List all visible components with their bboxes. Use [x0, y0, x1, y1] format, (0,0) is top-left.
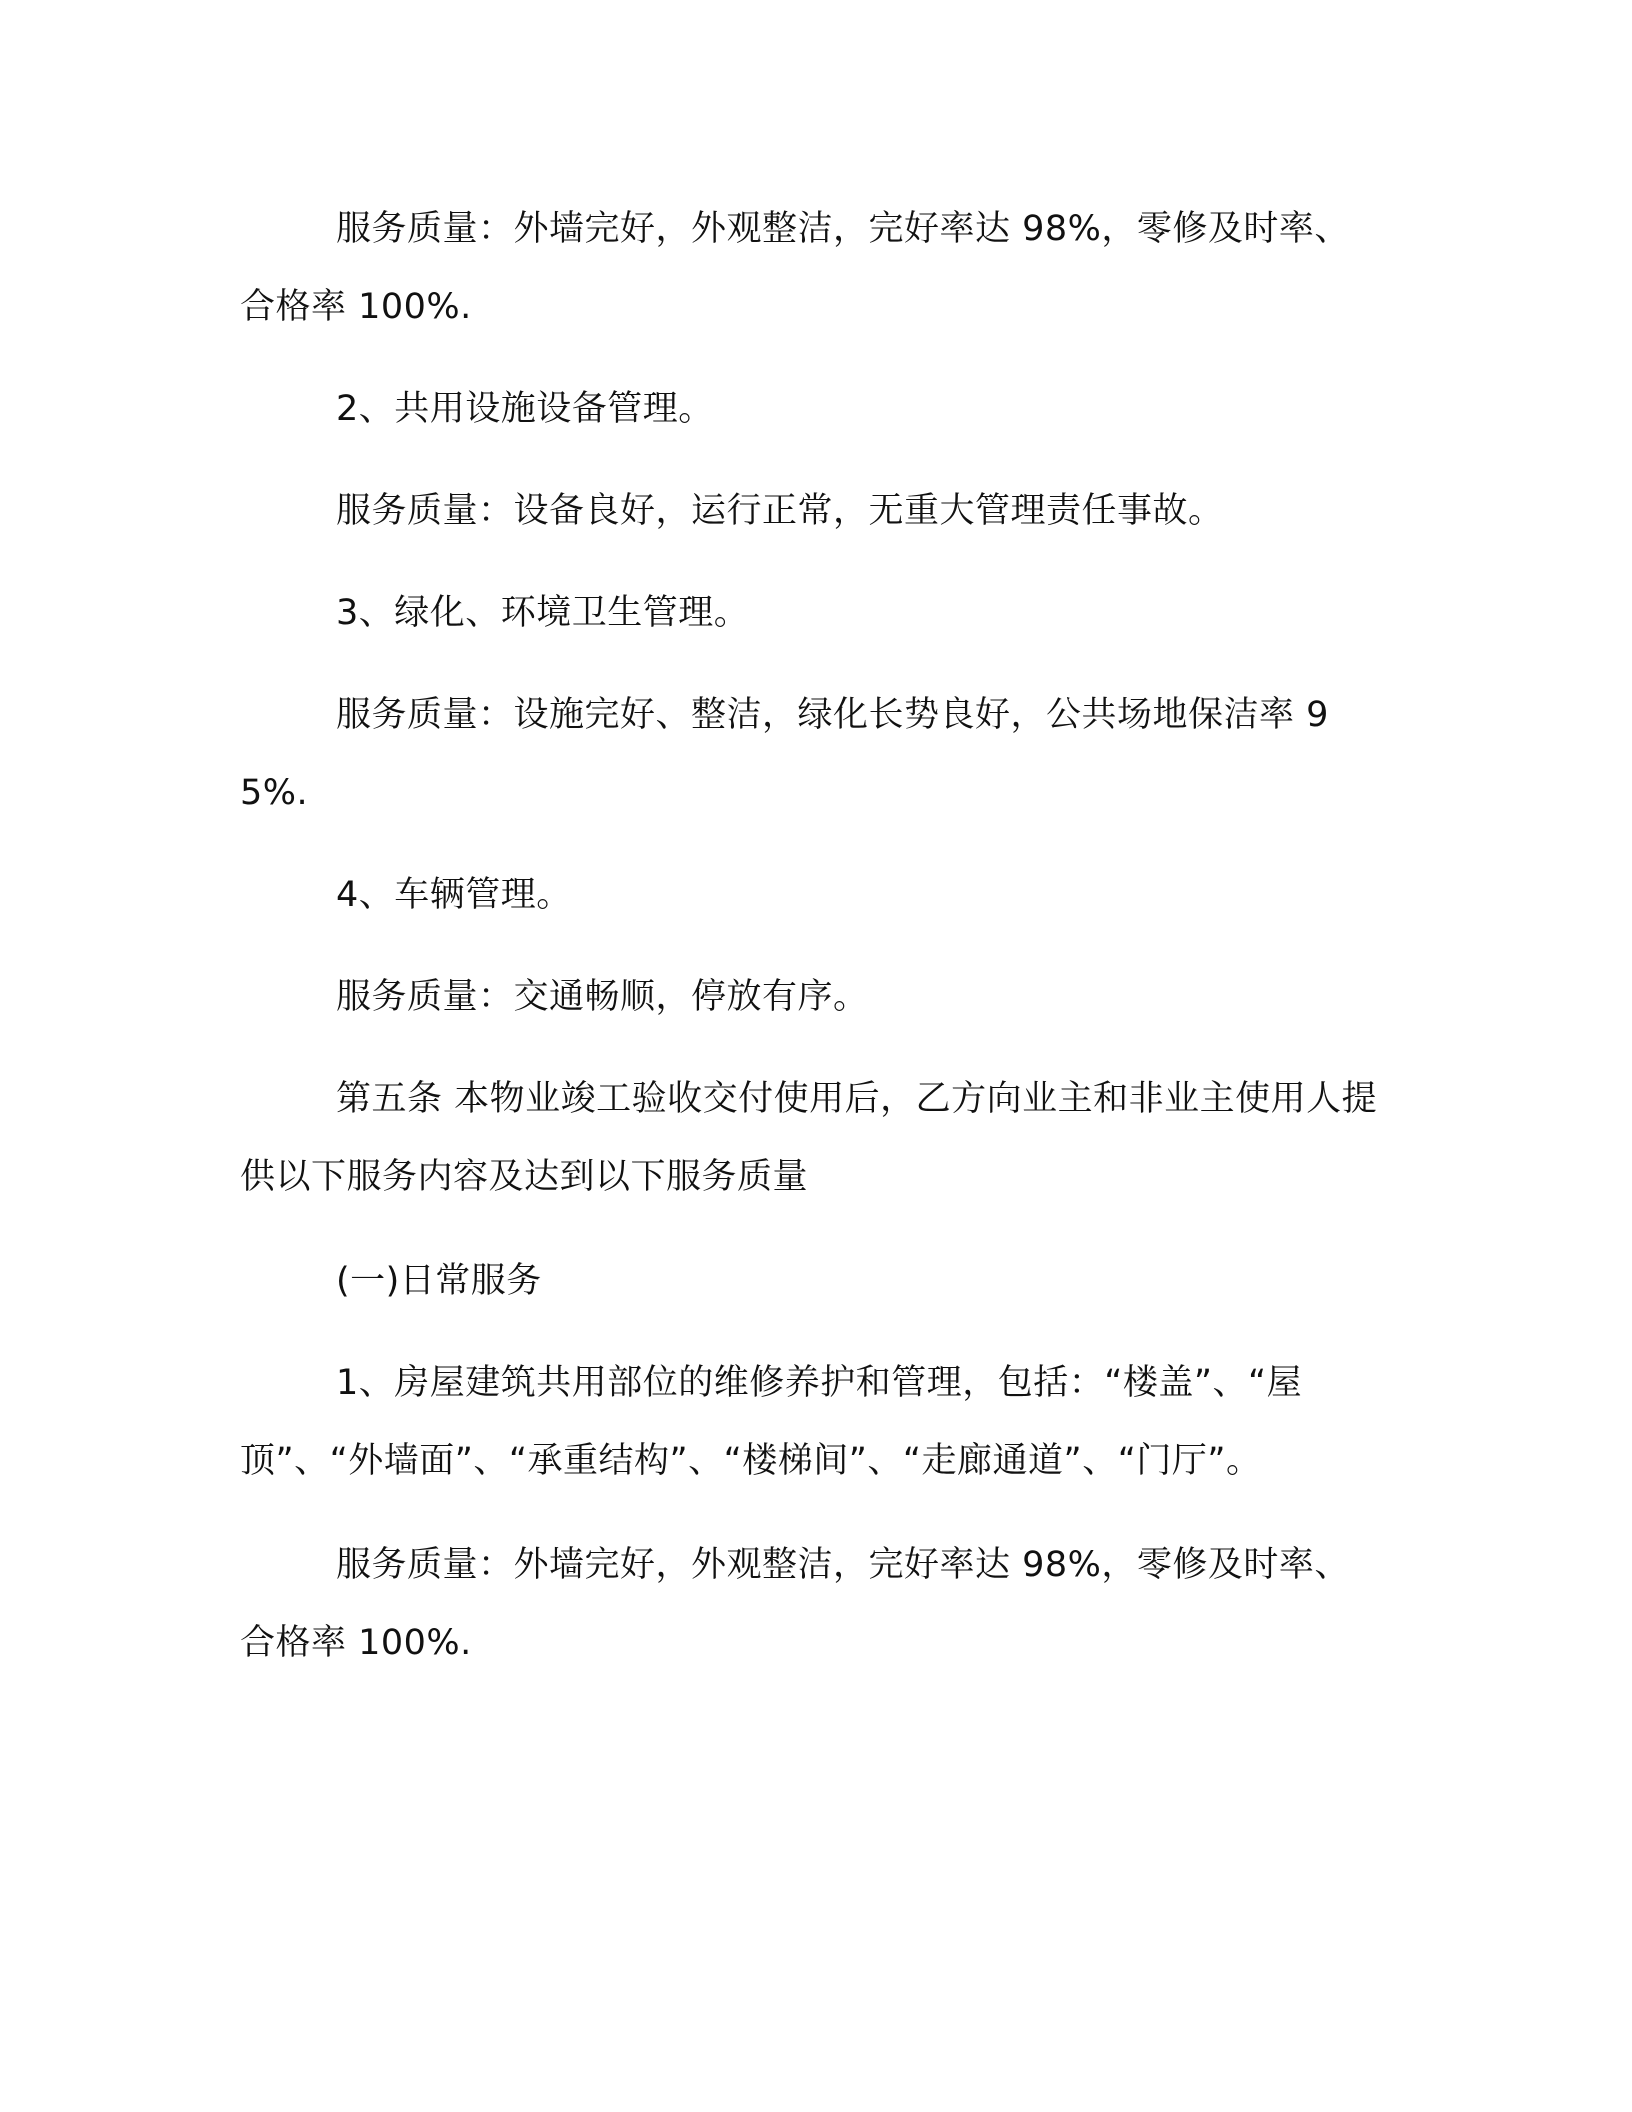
document-body: [240, 190, 1380, 1682]
paragraph-vehicle-management: 4、车辆管理。: [336, 875, 572, 915]
paragraph-quality-exterior-wall-repeat: 服务质量：外墙完好，外观整洁，完好率达 98%，零修及时率、合格率 100%.: [240, 1545, 1350, 1663]
paragraph-quality-traffic: 服务质量：交通畅顺，停放有序。: [336, 977, 869, 1017]
paragraph-daily-service-heading: (一)日常服务: [336, 1261, 542, 1301]
paragraph-shared-facilities: 2、共用设施设备管理。: [336, 389, 714, 429]
paragraph-quality-greening: 服务质量：设施完好、整洁，绿化长势良好，公共场地保洁率 95%.: [240, 695, 1329, 813]
paragraph-quality-equipment: 服务质量：设备良好，运行正常，无重大管理责任事故。: [336, 491, 1224, 531]
paragraph-quality-exterior-wall: 服务质量：外墙完好，外观整洁，完好率达 98%，零修及时率、合格率 100%.: [240, 209, 1350, 327]
paragraph-article-five: 第五条 本物业竣工验收交付使用后，乙方向业主和非业主使用人提供以下服务内容及达到以下服务质量: [240, 1079, 1378, 1197]
paragraph-greening-sanitation: 3、绿化、环境卫生管理。: [336, 593, 750, 633]
paragraph-building-shared-parts: 1、房屋建筑共用部位的维修养护和管理，包括：“楼盖”、“屋顶”、“外墙面”、“承重结构”、“楼梯间”、“走廊通道”、“门厅”。: [240, 1363, 1303, 1481]
